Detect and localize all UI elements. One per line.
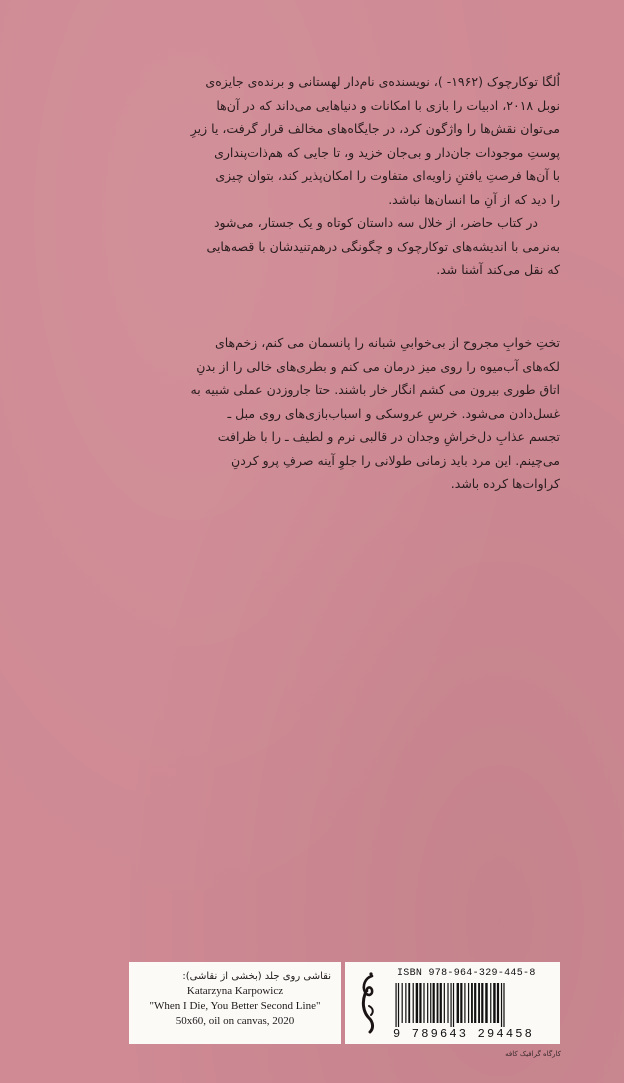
cover-credit-work: "When I Die, You Better Second Line" [149, 1000, 321, 1012]
blurb-line: اُلگا توکارچوک (۱۹۶۲- )، نویسنده‌ی نام‌دار لهستانی و برنده‌ی جایزه‌ی [205, 74, 560, 89]
barcode-bar [440, 983, 442, 1023]
excerpt-paragraph [60, 331, 560, 496]
excerpt-line: لکه‌های آب‌میوه را روی میز درمان می‌ کنم و بطری‌های خالی را از بدنِ [196, 358, 560, 374]
cover-credit-details: 50x60, oil on canvas, 2020 [175, 1015, 295, 1027]
blurb-line: به‌نرمی با اندیشه‌های توکارچوک و چگونگی درهم‌تنیدشان با قصه‌هایی [206, 238, 560, 254]
excerpt-line: تختِ خوابِ مجروح از بی‌خوابیِ شبانه را پانسمان می‌ کنم، زخم‌های [214, 335, 560, 350]
excerpt-line: کراوات‌ها کرده باشد. [450, 476, 560, 491]
publisher-logo-icon [355, 962, 383, 1044]
cover-credit-title: نقاشی روی جلد (بخشی از نقاشی): [182, 971, 331, 982]
barcode-bar [447, 983, 448, 1023]
isbn-group [393, 968, 552, 1040]
barcode-bar [402, 983, 403, 1023]
blurb-line: می‌توان نقش‌ها را واژگون کرد، در جایگاه‌های مخالف قرار گرفت، یا زیرِ [190, 121, 560, 136]
barcode-bar [427, 983, 428, 1023]
barcode-bar [408, 983, 410, 1023]
barcode-bar [471, 983, 473, 1023]
barcode-bar [501, 983, 502, 1027]
barcode-icon [393, 983, 589, 1027]
excerpt-line: غسل‌دادن می‌شود. خرسِ عروسکی و اسباب‌بازی‌های روی مبل ـ [227, 405, 560, 421]
barcode-bar [453, 983, 454, 1027]
barcode-digits: 9 789643 294458 [393, 1027, 535, 1041]
barcode-bar [419, 983, 421, 1023]
blurb-line: را دید که از آنِ ما انسان‌ها نباشد. [388, 191, 560, 207]
barcode-bar [413, 983, 414, 1023]
barcode-bar [464, 983, 465, 1023]
cover-art-credit [129, 962, 341, 1044]
cover-credit-artist: Katarzyna Karpowicz [186, 985, 284, 997]
blurb-paragraph-1 [60, 70, 560, 282]
barcode-bar [405, 983, 406, 1023]
barcode-bar [433, 983, 435, 1023]
barcode-bar [460, 983, 462, 1023]
blurb-line: در کتاب حاضر، از خلال سه داستان کوتاه و یک جستار، می‌شود [213, 215, 538, 230]
design-studio-credit: کارگاه گرافیک کافه [505, 1050, 561, 1058]
barcode-bar [457, 983, 459, 1023]
blurb-line: که نقل می‌کند آشنا شد. [436, 262, 560, 277]
excerpt-line: اتاق طوری بیرون می‌ کشم انگار خار باشند. حتا جاروزدن عملی شبیه به [190, 382, 560, 397]
blurb-line: نوبل ۲۰۱۸، ادبیات را بازی با امکانات و دنیاهایی می‌داند که در آن‌ها [216, 97, 560, 113]
barcode-bar [468, 983, 469, 1023]
barcode-bar [430, 983, 431, 1023]
barcode-bar [485, 983, 487, 1023]
back-cover-footer [129, 962, 560, 1044]
barcode-bar [493, 983, 495, 1023]
barcode-bar [503, 983, 504, 1027]
barcode-bar [474, 983, 476, 1023]
barcode-bar [450, 983, 451, 1027]
barcode-bar [398, 983, 399, 1027]
barcode-bar [481, 983, 483, 1023]
blurb-line: با آن‌ها فرصتِ یافتنِ زاویه‌ای متفاوت را امکان‌پذیر کند، بتوان چیزی [215, 168, 560, 183]
isbn-label: ISBN 978-964-329-445-8 [397, 968, 536, 979]
barcode-bar [478, 983, 480, 1023]
barcode-bar [490, 983, 491, 1023]
excerpt-line: می‌چینم. این مرد باید زمانی طولانی را جلوِ آینه صرفِ پرو کردنِ [231, 452, 560, 468]
isbn-barcode-panel [345, 962, 560, 1044]
barcode-bar [423, 983, 424, 1023]
barcode-bar [497, 983, 499, 1023]
excerpt-line: تجسم عذابِ دل‌خراشِ وجدان در قالبی نرم و لطیف ـ را با ظرافت [217, 429, 560, 444]
blurb-line: پوستِ موجودات جان‌دار و بی‌جان خزید و، تا جایی که هم‌ذات‌پنداری [214, 144, 560, 160]
barcode-bar [395, 983, 396, 1027]
barcode-bar [416, 983, 418, 1023]
barcode-bar [444, 983, 445, 1023]
barcode-bar [437, 983, 439, 1023]
